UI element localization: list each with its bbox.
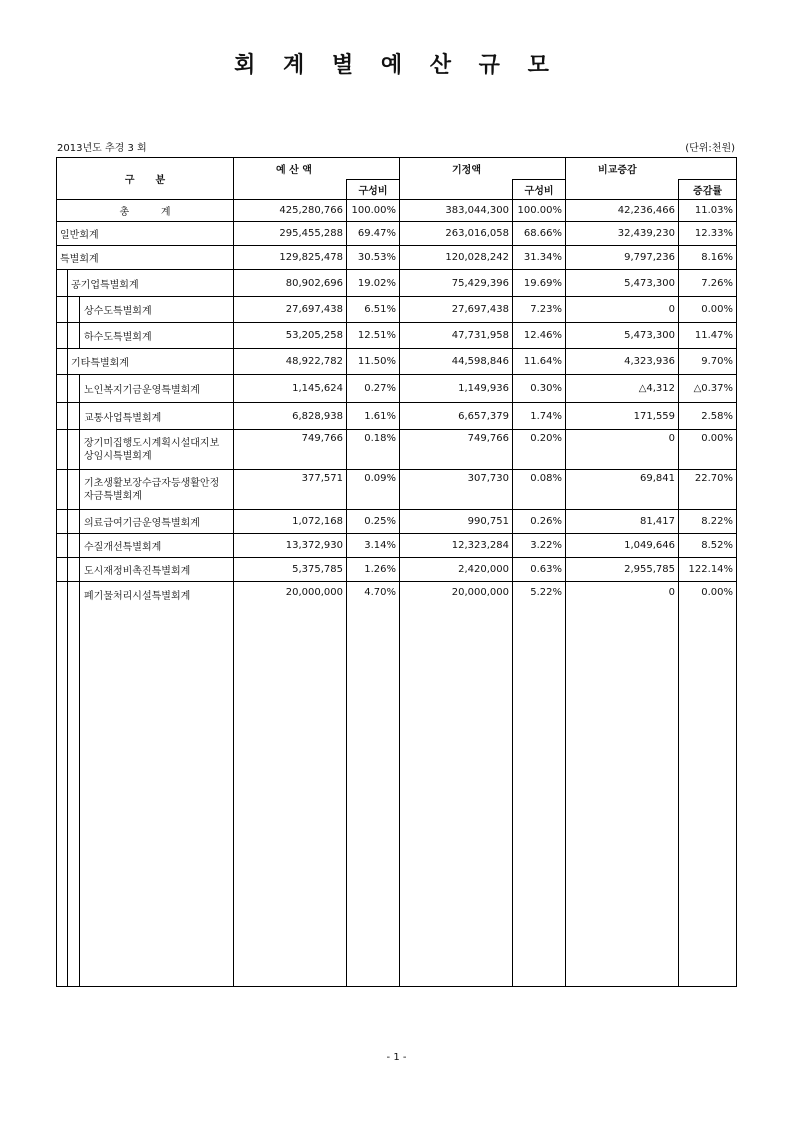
budget-cell: 295,455,288 bbox=[234, 222, 347, 246]
indent-guide bbox=[67, 534, 68, 557]
page-title: 회 계 별 예 산 규 모 bbox=[234, 53, 559, 78]
indent-guide bbox=[67, 323, 68, 348]
ratio-cell: 0.30% bbox=[513, 375, 566, 403]
table-row bbox=[57, 246, 737, 270]
existing-cell: 6,657,379 bbox=[400, 403, 513, 430]
header-category: 구 분 bbox=[57, 158, 234, 200]
table-row bbox=[57, 558, 737, 582]
ratio-cell: 19.69% bbox=[513, 270, 566, 297]
ratio-cell: 12.46% bbox=[513, 323, 566, 349]
row-name: 하수도특별회계 bbox=[84, 332, 152, 343]
indent-guide bbox=[67, 375, 68, 402]
row-name-cell bbox=[57, 375, 234, 403]
budget-table bbox=[56, 157, 737, 987]
budget-cell: 20,000,000 bbox=[234, 582, 347, 987]
existing-cell: 120,028,242 bbox=[400, 246, 513, 270]
existing-cell: 27,697,438 bbox=[400, 297, 513, 323]
row-name-cell bbox=[57, 582, 234, 987]
budget-cell: 27,697,438 bbox=[234, 297, 347, 323]
indent-guide bbox=[79, 297, 80, 322]
diff-cell: 42,236,466 bbox=[566, 200, 679, 222]
row-name: 폐기물처리시설특별회계 bbox=[84, 591, 191, 602]
table-row bbox=[57, 270, 737, 297]
ratio-cell: 3.22% bbox=[513, 534, 566, 558]
row-name-cell bbox=[57, 430, 234, 470]
indent-guide bbox=[67, 349, 68, 374]
table-row bbox=[57, 534, 737, 558]
ratio-cell: 7.23% bbox=[513, 297, 566, 323]
ratio-cell: 4.70% bbox=[347, 582, 400, 987]
header-ratio-2: 구성비 bbox=[513, 180, 566, 200]
indent-guide bbox=[67, 510, 68, 533]
budget-cell: 1,145,624 bbox=[234, 375, 347, 403]
row-name-cell bbox=[57, 510, 234, 534]
header-ratio-1: 구성비 bbox=[347, 180, 400, 200]
row-name: 공기업특별회계 bbox=[71, 279, 139, 291]
table-row bbox=[57, 375, 737, 403]
ratio-cell: 31.34% bbox=[513, 246, 566, 270]
existing-cell: 44,598,846 bbox=[400, 349, 513, 375]
header-existing: 기정액 bbox=[400, 158, 566, 180]
row-name: 특별회계 bbox=[57, 246, 234, 270]
budget-cell: 80,902,696 bbox=[234, 270, 347, 297]
indent-guide bbox=[79, 510, 80, 533]
rate-cell: 8.16% bbox=[679, 246, 737, 270]
existing-cell: 990,751 bbox=[400, 510, 513, 534]
existing-cell: 263,016,058 bbox=[400, 222, 513, 246]
table-row bbox=[57, 297, 737, 323]
diff-cell: 69,841 bbox=[566, 470, 679, 510]
indent-guide bbox=[67, 297, 68, 322]
ratio-cell: 100.00% bbox=[513, 200, 566, 222]
diff-cell: 32,439,230 bbox=[566, 222, 679, 246]
budget-cell: 13,372,930 bbox=[234, 534, 347, 558]
indent-guide bbox=[67, 582, 68, 986]
rate-cell: 11.03% bbox=[679, 200, 737, 222]
indent-guide bbox=[79, 375, 80, 402]
row-name-cell bbox=[57, 297, 234, 323]
ratio-cell: 0.18% bbox=[347, 430, 400, 470]
unit-label: (단위:천원) bbox=[685, 143, 735, 154]
table-row bbox=[57, 323, 737, 349]
ratio-cell: 1.74% bbox=[513, 403, 566, 430]
table-row bbox=[57, 349, 737, 375]
ratio-cell: 30.53% bbox=[347, 246, 400, 270]
rate-cell: 122.14% bbox=[679, 558, 737, 582]
indent-guide bbox=[79, 430, 80, 469]
existing-cell: 2,420,000 bbox=[400, 558, 513, 582]
ratio-cell: 0.26% bbox=[513, 510, 566, 534]
row-name: 기초생활보장수급자등생활안정자금특별회계 bbox=[84, 477, 220, 502]
indent-guide bbox=[67, 403, 68, 429]
ratio-cell: 19.02% bbox=[347, 270, 400, 297]
header-rate: 증감률 bbox=[679, 180, 737, 200]
table-row bbox=[57, 200, 737, 222]
ratio-cell: 0.08% bbox=[513, 470, 566, 510]
row-name: 장기미집행도시계획시설대지보상임시특별회계 bbox=[84, 437, 220, 462]
diff-cell: 0 bbox=[566, 582, 679, 987]
page-number: - 1 - bbox=[386, 1052, 407, 1063]
indent-guide bbox=[79, 403, 80, 429]
diff-cell: 0 bbox=[566, 297, 679, 323]
existing-cell: 307,730 bbox=[400, 470, 513, 510]
indent-guide bbox=[67, 558, 68, 581]
rate-cell: 12.33% bbox=[679, 222, 737, 246]
ratio-cell: 68.66% bbox=[513, 222, 566, 246]
ratio-cell: 6.51% bbox=[347, 297, 400, 323]
diff-cell: 4,323,936 bbox=[566, 349, 679, 375]
ratio-cell: 100.00% bbox=[347, 200, 400, 222]
row-name-cell bbox=[57, 349, 234, 375]
rate-cell: △0.37% bbox=[679, 375, 737, 403]
existing-cell: 75,429,396 bbox=[400, 270, 513, 297]
ratio-cell: 11.64% bbox=[513, 349, 566, 375]
table-row bbox=[57, 582, 737, 987]
header-spacer-3 bbox=[566, 180, 679, 200]
budget-cell: 749,766 bbox=[234, 430, 347, 470]
budget-cell: 129,825,478 bbox=[234, 246, 347, 270]
ratio-cell: 69.47% bbox=[347, 222, 400, 246]
fiscal-label: 2013년도 추경 3 회 bbox=[57, 143, 147, 154]
budget-cell: 48,922,782 bbox=[234, 349, 347, 375]
ratio-cell: 5.22% bbox=[513, 582, 566, 987]
diff-cell: 5,473,300 bbox=[566, 323, 679, 349]
rate-cell: 0.00% bbox=[679, 582, 737, 987]
ratio-cell: 12.51% bbox=[347, 323, 400, 349]
ratio-cell: 3.14% bbox=[347, 534, 400, 558]
rate-cell: 8.52% bbox=[679, 534, 737, 558]
rate-cell: 7.26% bbox=[679, 270, 737, 297]
diff-cell: 1,049,646 bbox=[566, 534, 679, 558]
row-name-cell bbox=[57, 534, 234, 558]
rate-cell: 0.00% bbox=[679, 297, 737, 323]
row-name: 수질개선특별회계 bbox=[84, 542, 162, 553]
row-name-cell bbox=[57, 323, 234, 349]
existing-cell: 749,766 bbox=[400, 430, 513, 470]
row-name-cell bbox=[57, 270, 234, 297]
header-compare: 비교증감 bbox=[566, 158, 737, 180]
rate-cell: 22.70% bbox=[679, 470, 737, 510]
rate-cell: 9.70% bbox=[679, 349, 737, 375]
existing-cell: 12,323,284 bbox=[400, 534, 513, 558]
header-spacer-2 bbox=[400, 180, 513, 200]
header-budget: 예 산 액 bbox=[234, 158, 400, 180]
row-name-cell bbox=[57, 470, 234, 510]
existing-cell: 383,044,300 bbox=[400, 200, 513, 222]
budget-cell: 6,828,938 bbox=[234, 403, 347, 430]
ratio-cell: 0.63% bbox=[513, 558, 566, 582]
diff-cell: 2,955,785 bbox=[566, 558, 679, 582]
row-name: 기타특별회계 bbox=[71, 358, 129, 369]
existing-cell: 1,149,936 bbox=[400, 375, 513, 403]
rate-cell: 0.00% bbox=[679, 430, 737, 470]
indent-guide bbox=[79, 534, 80, 557]
table-row bbox=[57, 470, 737, 510]
ratio-cell: 1.61% bbox=[347, 403, 400, 430]
indent-guide bbox=[67, 270, 68, 296]
indent-guide bbox=[67, 430, 68, 469]
row-name: 상수도특별회계 bbox=[84, 306, 152, 317]
ratio-cell: 0.25% bbox=[347, 510, 400, 534]
row-name: 총 계 bbox=[57, 200, 234, 222]
row-name: 노인복지기금운영특별회계 bbox=[84, 385, 200, 396]
rate-cell: 2.58% bbox=[679, 403, 737, 430]
budget-cell: 425,280,766 bbox=[234, 200, 347, 222]
indent-guide bbox=[79, 582, 80, 986]
header-spacer-1 bbox=[234, 180, 347, 200]
row-name-cell bbox=[57, 558, 234, 582]
row-name: 일반회계 bbox=[57, 222, 234, 246]
rate-cell: 11.47% bbox=[679, 323, 737, 349]
row-name: 도시재정비촉진특별회계 bbox=[84, 566, 191, 577]
indent-guide bbox=[79, 323, 80, 348]
budget-cell: 377,571 bbox=[234, 470, 347, 510]
row-name-cell bbox=[57, 403, 234, 430]
diff-cell: 81,417 bbox=[566, 510, 679, 534]
diff-cell: 0 bbox=[566, 430, 679, 470]
diff-cell: 171,559 bbox=[566, 403, 679, 430]
existing-cell: 47,731,958 bbox=[400, 323, 513, 349]
table-row bbox=[57, 430, 737, 470]
budget-cell: 5,375,785 bbox=[234, 558, 347, 582]
diff-cell: 5,473,300 bbox=[566, 270, 679, 297]
budget-cell: 53,205,258 bbox=[234, 323, 347, 349]
ratio-cell: 0.27% bbox=[347, 375, 400, 403]
table-row bbox=[57, 222, 737, 246]
indent-guide bbox=[79, 470, 80, 509]
diff-cell: 9,797,236 bbox=[566, 246, 679, 270]
table-row bbox=[57, 510, 737, 534]
row-name: 의료급여기금운영특별회계 bbox=[84, 518, 200, 529]
table-row bbox=[57, 403, 737, 430]
ratio-cell: 0.09% bbox=[347, 470, 400, 510]
diff-cell: △4,312 bbox=[566, 375, 679, 403]
indent-guide bbox=[79, 558, 80, 581]
ratio-cell: 11.50% bbox=[347, 349, 400, 375]
row-name: 교통사업특별회계 bbox=[84, 412, 162, 424]
existing-cell: 20,000,000 bbox=[400, 582, 513, 987]
rate-cell: 8.22% bbox=[679, 510, 737, 534]
budget-cell: 1,072,168 bbox=[234, 510, 347, 534]
ratio-cell: 0.20% bbox=[513, 430, 566, 470]
indent-guide bbox=[67, 470, 68, 509]
ratio-cell: 1.26% bbox=[347, 558, 400, 582]
